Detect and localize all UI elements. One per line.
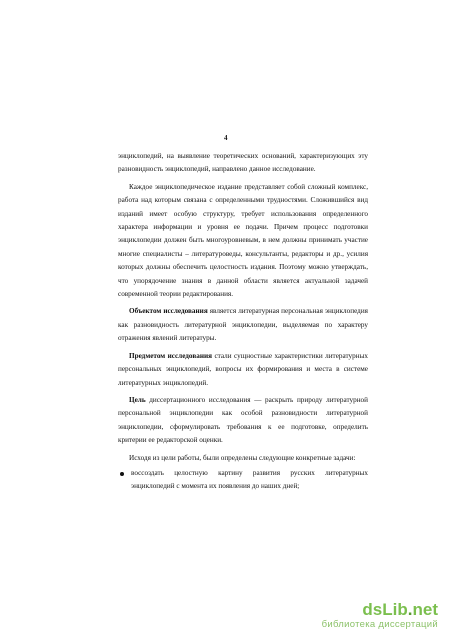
paragraph-continuation: энциклопедий, на выявление теоретических оснований, характеризующих эту разновидность энциклопедий, направлено данное исследование. (118, 152, 368, 174)
logo-main-text: dsLib (362, 600, 408, 619)
subject-text: стали сущностные характеристики литературных персональных энциклопедий, вопросы их формирования и места в системе литературных энциклопедий. (118, 351, 368, 387)
page-number: 4 (224, 134, 228, 142)
list-item (118, 467, 368, 494)
bullet-icon (120, 472, 124, 476)
logo-tld-text: net (412, 600, 438, 619)
paragraph-subject (118, 350, 368, 390)
list-item-text: воссоздать целостную картину развития русских литературных энциклопедий с момента их появления до наших дней; (131, 468, 368, 491)
paragraph-relevance: Каждое энциклопедическое издание представляет собой сложный комплекс, работа над которым связана с определенными трудностями. Сложившийся вид изданий имеет особую структуру, требует использования определенного характера информации и уровня ее подачи. Причем процесс подготовки энциклопедии должен быть многоуровневым, в нем должны принимать участие многие специалисты – литературоведы, консультанты, редакторы и др., усилия которых должны обеспечить целостность издания. Поэтому можно утверждать, что упорядочение знания в данной области является актуальной задачей современной теории редактирования. (118, 182, 368, 299)
document-body (118, 150, 368, 494)
logo-dot-text: . (407, 600, 413, 619)
goal-text: диссертационного исследования — раскрыть природу литературной персональной энциклопедии как особой разновидности литературной энциклопедии, сформулировать требования к ее подготовке, определить критерии ее редакторской оценки. (118, 395, 368, 445)
subject-term: Предметом исследования (129, 351, 212, 360)
paragraph-tasks-intro: Исходя из цели работы, были определены следующие конкретные задачи: (129, 453, 356, 462)
watermark (322, 601, 438, 630)
object-term: Объектом исследования (129, 307, 208, 316)
watermark-subtitle: библиотека диссертаций (321, 619, 438, 630)
watermark-logo (322, 601, 438, 619)
object-text: является литературная персональная энциклопедия как разновидность литературной энциклопедии, выделяемая по характеру отражения явлений литературы. (118, 307, 368, 343)
paragraph-goal (118, 394, 368, 448)
paragraph-object (118, 305, 368, 345)
goal-term: Цель (129, 395, 146, 404)
